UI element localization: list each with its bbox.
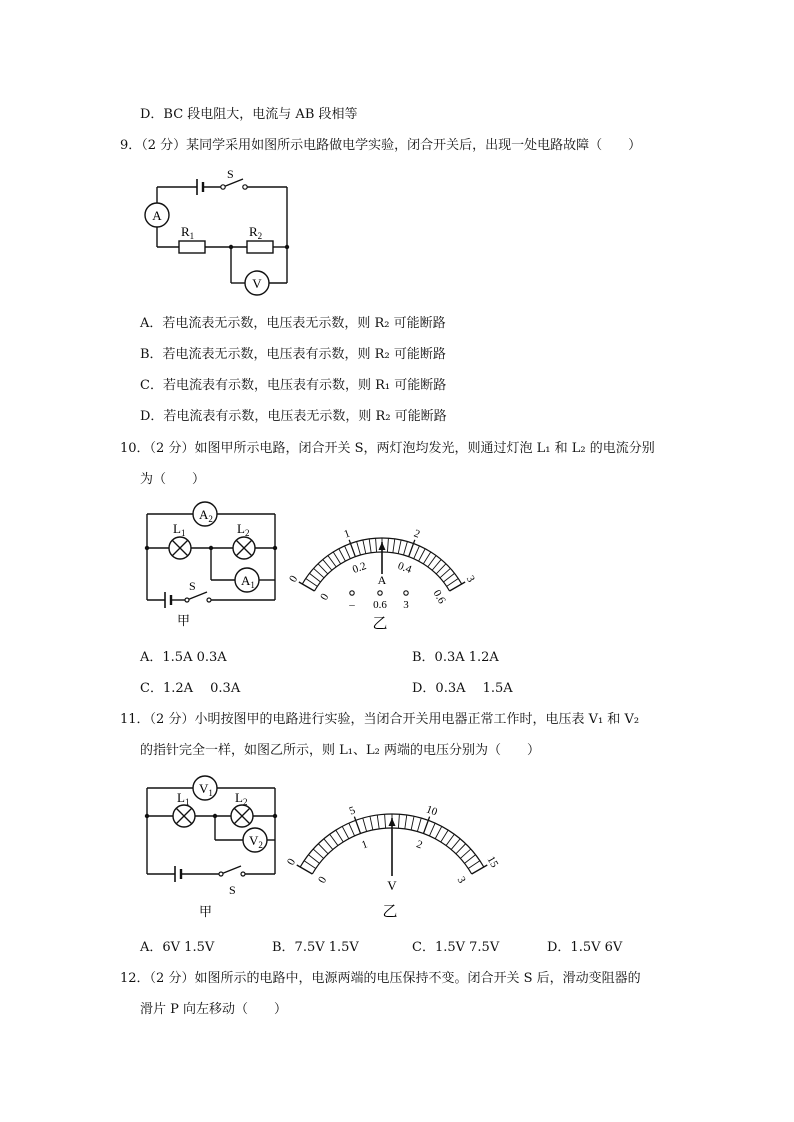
q10-meter-tick: [328, 556, 336, 567]
q10-meter-caption: 乙: [372, 616, 388, 632]
q11-option-b: B．7.5V 1.5V: [272, 940, 359, 955]
q11-meter-inner-label: 1: [360, 838, 370, 852]
q12-stem-line1: 12．（2 分）如图所示的电路中，电源两端的电压保持不变。闭合开关 S 后，滑动变阻器的: [120, 971, 641, 986]
q11-voltmeter-dial: [284, 772, 501, 922]
q11-meter-tick: [460, 849, 470, 858]
q9-r1-sub: 1: [189, 231, 195, 241]
q11-v2-sub: 2: [258, 840, 263, 850]
q10-a2-sub: 2: [208, 514, 213, 524]
q11-meter-tick: [308, 855, 319, 864]
q11-meter-inner-label: 0: [316, 874, 330, 886]
q11-meter-tick: [398, 814, 399, 828]
q10-a1-label: A: [241, 573, 251, 588]
q10-meter-tick: [398, 540, 401, 554]
q10-meter-tick: [363, 540, 366, 554]
q10-l2-label: L: [237, 521, 245, 536]
q10-l1-label: L: [173, 521, 181, 536]
q11-meter-tick: [411, 816, 414, 830]
q10-meter-inner-label: 0.4: [396, 559, 414, 576]
q9-option-c: C．若电流表有示数，电压表有示数，则 R₁ 可能断路: [140, 378, 447, 393]
q9-circuit-diagram: [135, 165, 305, 300]
q10-meter-tick: [440, 568, 450, 577]
q9-option-b: B．若电流表无示数，电压表有示数，则 R₂ 可能断路: [140, 347, 446, 362]
q11-stem-line1: 11．（2 分）小明按图甲的电路进行实验，当闭合开关用电器正常工作时，电压表 V₁ 和 V₂: [120, 712, 640, 727]
q10-meter-tick: [443, 573, 454, 582]
q11-v1-sub: 1: [208, 788, 213, 798]
q10-option-b: B．0.3A 1.2A: [412, 650, 499, 665]
q11-v2-label: V: [249, 833, 259, 848]
q11-meter-tick: [435, 826, 442, 838]
q11-v1-label: V: [199, 781, 209, 796]
q11-meter-tick: [370, 816, 373, 830]
q10-meter-inner-label: 0.2: [350, 559, 368, 576]
q11-meter-tick: [405, 815, 407, 829]
q10-option-a: A．1.5A 0.3A: [140, 650, 227, 665]
q10-meter-tick: [447, 579, 459, 587]
q10-meter-tick: [323, 560, 332, 571]
q11-meter-outer-label: 0: [284, 856, 299, 868]
q10-meter-outer-label: 2: [412, 527, 422, 541]
q11-meter-tick: [417, 818, 421, 831]
q11-l2-label: L: [235, 790, 243, 805]
q10-meter-pointer-head: [379, 542, 386, 550]
q12-stem-line2: 滑片 P 向左移动（ ）: [140, 1002, 288, 1017]
q11-meter-tick: [324, 839, 333, 850]
q9-option-d: D．若电流表有示数，电压表无示数，则 R₂ 可能断路: [140, 409, 447, 424]
svg-text:L2: [237, 521, 249, 538]
q8-option-d: D．BC 段电阻大，电流与 AB 段相等: [140, 107, 358, 122]
q11-meter-caption: 乙: [382, 904, 398, 920]
q11-meter-outer-label: 10: [424, 803, 439, 819]
q10-meter-tick: [357, 542, 361, 555]
q11-meter-scale: [285, 803, 501, 885]
q9-r1-label: R: [181, 224, 190, 239]
q11-meter-unit: V: [387, 878, 397, 893]
q10-meter-tick: [393, 539, 395, 553]
q9-option-a: A．若电流表无示数，电压表无示数，则 R₂ 可能断路: [140, 316, 446, 331]
q11-meter-tick: [342, 826, 349, 838]
l1-lamp-icon: [173, 805, 195, 827]
q10-meter-inner-label: 0.6: [430, 588, 448, 606]
q11-meter-tick: [456, 844, 466, 854]
q10-switch-label: S: [189, 579, 196, 593]
q10-meter-tick: [306, 579, 318, 587]
q11-circuit-caption: 甲: [199, 904, 213, 919]
q10-l1-sub: 1: [180, 528, 186, 538]
q10-meter-tick: [387, 538, 388, 552]
svg-text:R2: [249, 224, 262, 241]
q10-meter-tick: [314, 568, 324, 577]
r2-resistor-icon: [247, 241, 273, 253]
q11-meter-tick: [330, 834, 338, 845]
q11-meter-tick: [304, 861, 316, 869]
q11-meter-outer-label: 5: [347, 804, 357, 818]
q10-meter-tick: [428, 556, 436, 567]
q10-meter-tick: [345, 546, 351, 559]
q11-meter-tick: [441, 830, 448, 842]
q10-meter-outer-label: 1: [342, 527, 352, 541]
q11-meter-tick: [451, 839, 460, 850]
q11-option-a: A．6V 1.5V: [140, 940, 215, 955]
q11-meter-tick: [363, 818, 367, 831]
q11-meter-tick: [336, 830, 343, 842]
q9-r2-label: R: [249, 224, 258, 239]
q11-meter-tick: [468, 861, 480, 869]
q10-a2-label: A: [199, 507, 209, 522]
q10-a1-sub: 1: [250, 580, 255, 590]
q10-meter-tick: [432, 560, 441, 571]
q11-meter-tick: [472, 865, 488, 874]
q9-stem: 9．（2 分）某同学采用如图所示电路做电学实验，闭合开关后，出现一处电路故障（ ）: [120, 138, 642, 153]
q10-terminal-neg: –: [349, 599, 355, 611]
q10-meter-inner-label: 0: [318, 591, 332, 603]
q10-circuit-caption: 甲: [177, 613, 191, 628]
q10-meter-tick: [436, 564, 446, 574]
q10-terminal-06: 0.6: [373, 599, 387, 611]
q11-meter-tick: [446, 834, 454, 845]
svg-text:L2: [235, 790, 247, 807]
q11-l2-sub: 2: [242, 797, 248, 807]
q9-voltmeter-label: V: [252, 276, 262, 291]
q11-meter-outer-label: 15: [484, 854, 501, 870]
q11-stem-line2: 的指针完全一样，如图乙所示，则 L₁、L₂ 两端的电压分别为（ ）: [140, 743, 540, 758]
q10-meter-tick: [339, 549, 346, 561]
q10-l2-sub: 2: [244, 528, 250, 538]
r1-resistor-icon: [179, 241, 205, 253]
q10-option-d: D．0.3A 1.5A: [412, 681, 513, 696]
q10-terminal-3: 3: [403, 599, 409, 611]
q10-meter-unit: A: [377, 573, 387, 587]
q9-ammeter-label: A: [152, 208, 162, 223]
q9-r2-sub: 2: [257, 231, 263, 241]
q11-circuit-diagram: [135, 770, 285, 920]
q10-meter-tick: [423, 552, 430, 564]
q11-option-c: C．1.5V 7.5V: [412, 940, 500, 955]
q11-meter-tick: [377, 815, 379, 829]
q11-meter-inner-label: 2: [414, 838, 424, 852]
q10-meter-tick: [333, 552, 340, 564]
q9-switch-label: S: [227, 167, 234, 181]
q10-stem-line1: 10．（2 分）如图甲所示电路，闭合开关 S，两灯泡均发光，则通过灯泡 L₁ 和 L₂ 的电流分别: [120, 441, 655, 456]
q10-meter-tick: [414, 546, 420, 559]
q11-meter-tick: [349, 823, 355, 836]
q11-meter-tick: [464, 855, 475, 864]
svg-text:L1: [173, 521, 185, 538]
l2-lamp-icon: [233, 537, 255, 559]
q10-meter-tick: [419, 549, 426, 561]
q10-meter-tick: [376, 538, 377, 552]
q10-circuit-diagram: [135, 500, 285, 630]
q10-meter-tick: [318, 564, 328, 574]
q10-meter-tick: [369, 539, 371, 553]
l1-lamp-icon: [169, 537, 191, 559]
q11-meter-tick: [297, 865, 313, 874]
q11-switch-label: S: [229, 883, 236, 897]
q10-meter-outer-label: 0: [287, 573, 301, 585]
q10-ammeter-dial: [287, 498, 477, 638]
q11-l1-sub: 1: [184, 797, 190, 807]
q11-meter-inner-label: 3: [454, 874, 468, 886]
q11-l1-label: L: [177, 790, 185, 805]
q10-stem-line2: 为（ ）: [140, 472, 206, 487]
q11-meter-tick: [429, 823, 435, 836]
q10-meter-outer-label: 3: [463, 573, 477, 585]
q10-meter-tick: [403, 542, 407, 555]
svg-text:R1: [181, 224, 194, 241]
q10-meter-tick: [310, 573, 321, 582]
q11-meter-tick: [385, 814, 386, 828]
q11-meter-pointer-head: [389, 818, 396, 826]
q11-option-d: D．1.5V 6V: [547, 940, 623, 955]
q11-meter-tick: [313, 849, 323, 858]
svg-text:L1: [177, 790, 189, 807]
q10-option-c: C．1.2A 0.3A: [140, 681, 241, 696]
q11-meter-tick: [318, 844, 328, 854]
l2-lamp-icon: [231, 805, 253, 827]
